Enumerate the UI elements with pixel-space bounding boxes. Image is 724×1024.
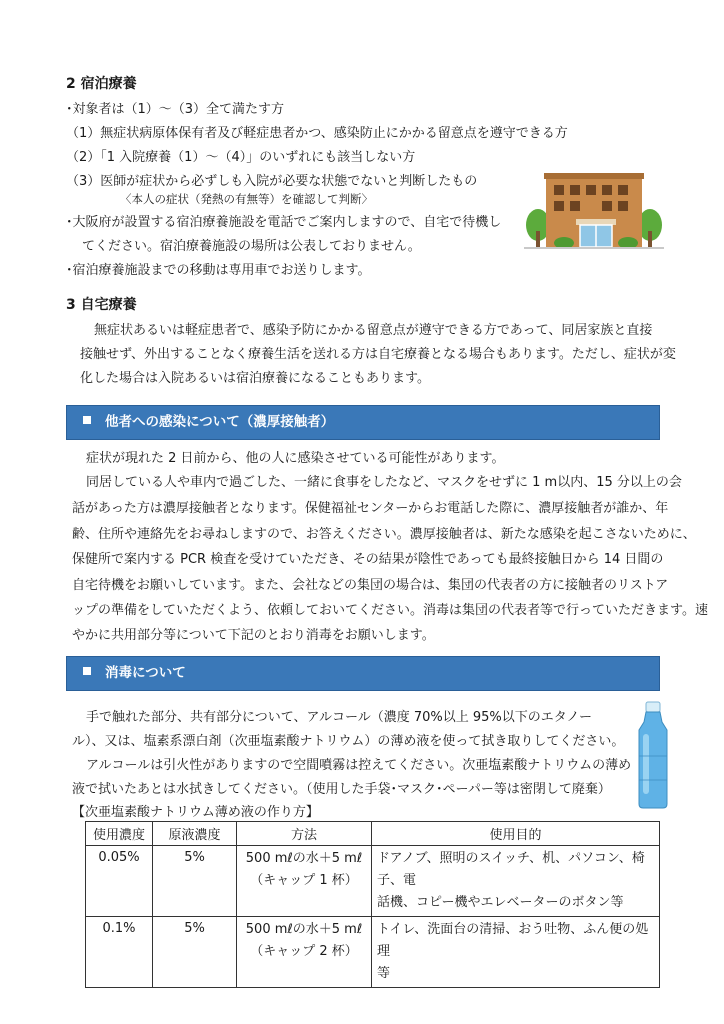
- lodging-line: ･対象者は（1）～（3）全て満たす方: [66, 102, 285, 117]
- lodging-line: てください。宿泊療養施設の場所は公表しておりません。: [82, 239, 421, 254]
- table-cell-method: [237, 846, 372, 917]
- purpose-line: トイレ、洗面台の清掃、おう吐物、ふん便の処理: [377, 922, 649, 959]
- banner-label: 他者への感染について（濃厚接触者）: [105, 414, 335, 430]
- purpose-line: ドアノブ、照明のスイッチ、机、パソコン、椅子、電: [377, 851, 645, 888]
- lodging-line: （3）医師が症状から必ずしも入院が必要な状態でないと判断したもの: [66, 174, 478, 189]
- infection-line: 保健所で案内する PCR 検査を受けていただき、その結果が陰性であっても最終接触日から 14 日間の: [72, 552, 664, 567]
- infection-line: 話があった方は濃厚接触者となります。保健福祉センターからお電話した際に、濃厚接触者が誰か、年: [72, 501, 669, 516]
- table-cell-method: [237, 917, 372, 988]
- lodging-line: ･大阪府が設置する宿泊療養施設を電話でご案内しますので、自宅で待機し: [66, 215, 502, 230]
- disinfect-line: ル）、又は、塩素系漂白剤（次亜塩素酸ナトリウム）の薄め液を使って拭き取りしてください。: [72, 734, 625, 749]
- home-line: 無症状あるいは軽症患者で、感染予防にかかる留意点が遵守できる方であって、同居家族と直接: [94, 323, 653, 338]
- disinfect-line: 液で拭いたあとは水拭きしてください。（使用した手袋･マスク･ペーパー等は密閉して廃棄）: [72, 782, 611, 797]
- method-line: 500 mℓの水＋5 mℓ: [245, 922, 363, 937]
- infection-line: 同居している人や車内で過ごした、一緒に食事をしたなど、マスクをせずに 1 m以内、15 分以上の会: [86, 475, 682, 490]
- section-heading-home: 3 自宅療養: [66, 297, 137, 313]
- square-bullet-icon: [83, 416, 91, 424]
- hotel-building-icon: [524, 165, 664, 249]
- square-bullet-icon: [83, 667, 91, 675]
- table-header: 使用濃度: [86, 822, 153, 846]
- infection-line: 齢、住所や連絡先をお尋ねしますので、お答えください。濃厚接触者は、新たな感染を起こさないために、: [72, 527, 696, 542]
- infection-line: やかに共用部分等について下記のとおり消毒をお願いします。: [72, 628, 435, 643]
- infection-line: 自宅待機をお願いしています。また、会社などの集団の場合は、集団の代表者の方に接触者のリストア: [72, 578, 669, 593]
- method-line: （キャップ 2 杯）: [250, 944, 358, 959]
- dilution-table: [85, 821, 660, 988]
- infection-line: 症状が現れた 2 日前から、他の人に感染させている可能性があります。: [86, 451, 505, 466]
- lodging-line: ･宿泊療養施設までの移動は専用車でお送りします。: [66, 263, 371, 278]
- disinfect-line: アルコールは引火性がありますので空間噴霧は控えてください。次亜塩素酸ナトリウムの薄め: [86, 758, 632, 773]
- disinfect-line: 手で触れた部分、共有部分について、アルコール（濃度 70%以上 95%以下のエタノー: [86, 710, 592, 725]
- purpose-line: 等: [377, 966, 391, 981]
- table-cell-purpose: [372, 917, 660, 988]
- home-line: 接触せず、外出することなく療養生活を送れる方は自宅療養となる場合もあります。ただし、症状が変: [80, 347, 676, 362]
- banner-disinfection: [66, 656, 660, 691]
- lodging-line: （1）無症状病原体保有者及び軽症患者かつ、感染防止にかかる留意点を遵守できる方: [66, 126, 568, 141]
- table-row: [86, 846, 660, 917]
- table-cell-concentration: 0.05%: [86, 846, 153, 917]
- lodging-note: 〈本人の症状（発熱の有無等）を確認して判断〉: [120, 192, 373, 206]
- infection-line: ップの準備をしていただくよう、依頼しておいてください。消毒は集団の代表者等で行っていただきます。速: [72, 603, 708, 618]
- table-header-row: [86, 822, 660, 846]
- table-cell-stock: 5%: [153, 846, 237, 917]
- table-cell-concentration: 0.1%: [86, 917, 153, 988]
- lodging-line: （2）「1 入院療養（1）～（4）」のいずれにも該当しない方: [66, 150, 416, 165]
- table-title: 【次亜塩素酸ナトリウム薄め液の作り方】: [72, 805, 319, 820]
- method-line: 500 mℓの水＋5 mℓ: [245, 851, 363, 866]
- table-cell-stock: 5%: [153, 917, 237, 988]
- section-heading-lodging: 2 宿泊療養: [66, 76, 137, 92]
- home-line: 化した場合は入院あるいは宿泊療養になることもあります。: [80, 371, 430, 386]
- table-header: 方法: [237, 822, 372, 846]
- banner-close-contact: [66, 405, 660, 440]
- sanitizer-bottle-icon: [635, 700, 671, 810]
- table-header: 原液濃度: [153, 822, 237, 846]
- table-cell-purpose: [372, 846, 660, 917]
- table-row: [86, 917, 660, 988]
- purpose-line: 話機、コピー機やエレベーターのボタン等: [377, 895, 624, 910]
- table-header: 使用目的: [372, 822, 660, 846]
- method-line: （キャップ 1 杯）: [250, 873, 358, 888]
- banner-label: 消毒について: [105, 665, 186, 681]
